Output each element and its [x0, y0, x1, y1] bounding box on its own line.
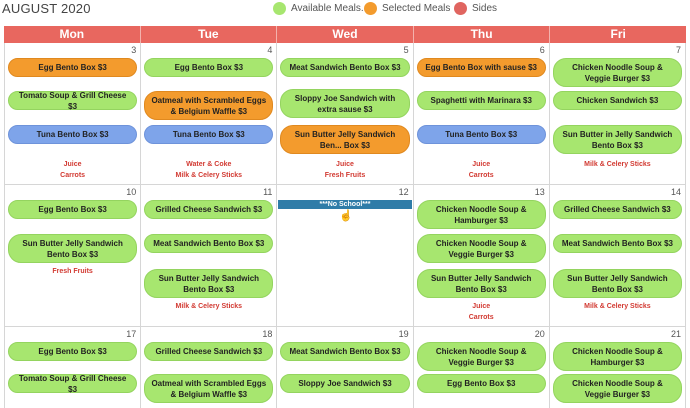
date-number: 4 [267, 45, 273, 55]
meal-button[interactable]: Meat Sandwich Bento Box $3 [280, 342, 409, 361]
week-row [4, 327, 686, 408]
side-item: Milk & Celery Sticks [175, 303, 243, 310]
meal-button[interactable]: Spaghetti with Marinara $3 [417, 91, 546, 110]
date-number: 13 [534, 187, 545, 197]
date-number: 10 [126, 187, 137, 197]
weekday-header [4, 26, 686, 43]
hand-pointer-icon: ☝ [339, 210, 354, 222]
date-number: 7 [676, 45, 682, 55]
meal-button[interactable]: Sloppy Joe Sandwich with extra sause $3 [280, 89, 409, 118]
day-header-fri: Fri [550, 26, 686, 43]
meal-button[interactable]: Chicken Noodle Soup & Hamburger $3 [553, 342, 682, 371]
side-item: Milk & Celery Sticks [584, 303, 651, 310]
date-number: 12 [398, 187, 409, 197]
week-row [4, 185, 686, 327]
side-item: Milk & Celery Sticks [175, 172, 243, 179]
meal-button[interactable]: Chicken Noodle Soup & Veggie Burger $3 [553, 374, 682, 403]
meal-button[interactable]: Egg Bento Box $3 [144, 58, 273, 77]
meal-button[interactable]: Meat Sandwich Bento Box $3 [553, 234, 682, 253]
date-number: 14 [671, 187, 682, 197]
day-header-tue: Tue [141, 26, 278, 43]
side-item: Milk & Celery Sticks [584, 161, 651, 168]
meal-button[interactable]: Tomato Soup & Grill Cheese $3 [8, 374, 137, 393]
day-cell [4, 327, 141, 408]
meal-button[interactable]: Tuna Bento Box $3 [8, 125, 137, 144]
meal-button[interactable]: Grilled Cheese Sandwich $3 [553, 200, 682, 219]
date-number: 18 [262, 329, 273, 339]
meal-button[interactable]: Sun Butter in Jelly Sandwich Bento Box $3 [553, 125, 682, 154]
day-cell [277, 327, 413, 408]
day-header-thu: Thu [414, 26, 551, 43]
meal-button[interactable]: Meat Sandwich Bento Box $3 [144, 234, 273, 253]
sides-dot-icon [454, 2, 467, 15]
meal-button[interactable]: Egg Bento Box $3 [8, 58, 137, 77]
legend-available-label: Available Meals. [291, 2, 364, 14]
meal-button[interactable]: Tomato Soup & Grill Cheese $3 [8, 91, 137, 110]
meal-button[interactable]: Chicken Noodle Soup & Hamburger $3 [417, 200, 546, 229]
meal-button[interactable]: Egg Bento Box $3 [417, 374, 546, 393]
day-cell [414, 43, 550, 184]
meal-button[interactable]: Egg Bento Box with sause $3 [417, 58, 546, 77]
meal-button[interactable]: Chicken Noodle Soup & Veggie Burger $3 [553, 58, 682, 87]
meal-button[interactable]: Grilled Cheese Sandwich $3 [144, 200, 273, 219]
meal-button[interactable]: Sun Butter Jelly Sandwich Ben... Box $3 [280, 125, 409, 154]
meal-button[interactable]: Sun Butter Jelly Sandwich Bento Box $3 [553, 269, 682, 298]
side-item: Juice [63, 161, 82, 168]
legend-available [273, 1, 364, 15]
available-dot-icon [273, 2, 286, 15]
legend-sides [454, 1, 497, 15]
side-item: Carrots [60, 172, 86, 179]
meal-button[interactable]: Egg Bento Box $3 [8, 342, 137, 361]
day-cell [141, 43, 277, 184]
day-header-wed: Wed [277, 26, 414, 43]
day-header-mon: Mon [4, 26, 141, 43]
day-cell [277, 43, 413, 184]
meal-button[interactable]: Sun Butter Jelly Sandwich Bento Box $3 [417, 269, 546, 298]
date-number: 21 [671, 329, 682, 339]
date-number: 3 [131, 45, 137, 55]
meal-button[interactable]: Oatmeal with Scrambled Eggs & Belgium Waffle $3 [144, 91, 273, 120]
side-item: Fresh Fruits [52, 268, 93, 275]
no-school-banner[interactable]: ***No School*** [278, 200, 411, 209]
meal-button[interactable]: Chicken Sandwich $3 [553, 91, 682, 110]
side-item: Fresh Fruits [324, 172, 366, 179]
meal-button[interactable]: Grilled Cheese Sandwich $3 [144, 342, 273, 361]
calendar-grid [4, 43, 686, 408]
month-title: AUGUST 2020 [2, 1, 91, 16]
meal-button[interactable]: Tuna Bento Box $3 [144, 125, 273, 144]
side-item: Carrots [468, 314, 494, 321]
meal-button[interactable]: Chicken Noodle Soup & Veggie Burger $3 [417, 234, 546, 263]
day-cell [141, 327, 277, 408]
side-item: Juice [336, 161, 354, 168]
day-cell [4, 185, 141, 326]
day-cell [277, 185, 413, 326]
side-item: Water & Coke [186, 161, 232, 168]
day-cell [550, 43, 686, 184]
date-number: 19 [398, 329, 409, 339]
meal-button[interactable]: Oatmeal with Scrambled Eggs & Belgium Waffle $3 [144, 374, 273, 403]
meal-button[interactable]: Sun Butter Jelly Sandwich Bento Box $3 [8, 234, 137, 263]
selected-dot-icon [364, 2, 377, 15]
day-cell [414, 327, 550, 408]
date-number: 5 [403, 45, 409, 55]
top-bar [0, 0, 690, 24]
date-number: 6 [539, 45, 545, 55]
side-item: Juice [472, 303, 491, 310]
day-cell [4, 43, 141, 184]
meal-button[interactable]: Sloppy Joe Sandwich $3 [280, 374, 409, 393]
date-number: 11 [263, 187, 273, 197]
legend-selected-label: Selected Meals [382, 2, 451, 14]
date-number: 17 [126, 329, 137, 339]
day-cell [414, 185, 550, 326]
day-cell [141, 185, 277, 326]
side-item: Juice [472, 161, 491, 168]
meal-button[interactable]: Sun Butter Jelly Sandwich Bento Box $3 [144, 269, 273, 298]
week-row [4, 43, 686, 185]
day-cell [550, 327, 686, 408]
day-cell [550, 185, 686, 326]
date-number: 20 [534, 329, 545, 339]
meal-button[interactable]: Meat Sandwich Bento Box $3 [280, 58, 409, 77]
side-item: Carrots [468, 172, 494, 179]
meal-button[interactable]: Chicken Noodle Soup & Veggie Burger $3 [417, 342, 546, 371]
legend-selected [364, 1, 450, 15]
legend-sides-label: Sides [472, 2, 498, 14]
meal-button[interactable]: Tuna Bento Box $3 [417, 125, 546, 144]
meal-button[interactable]: Egg Bento Box $3 [8, 200, 137, 219]
